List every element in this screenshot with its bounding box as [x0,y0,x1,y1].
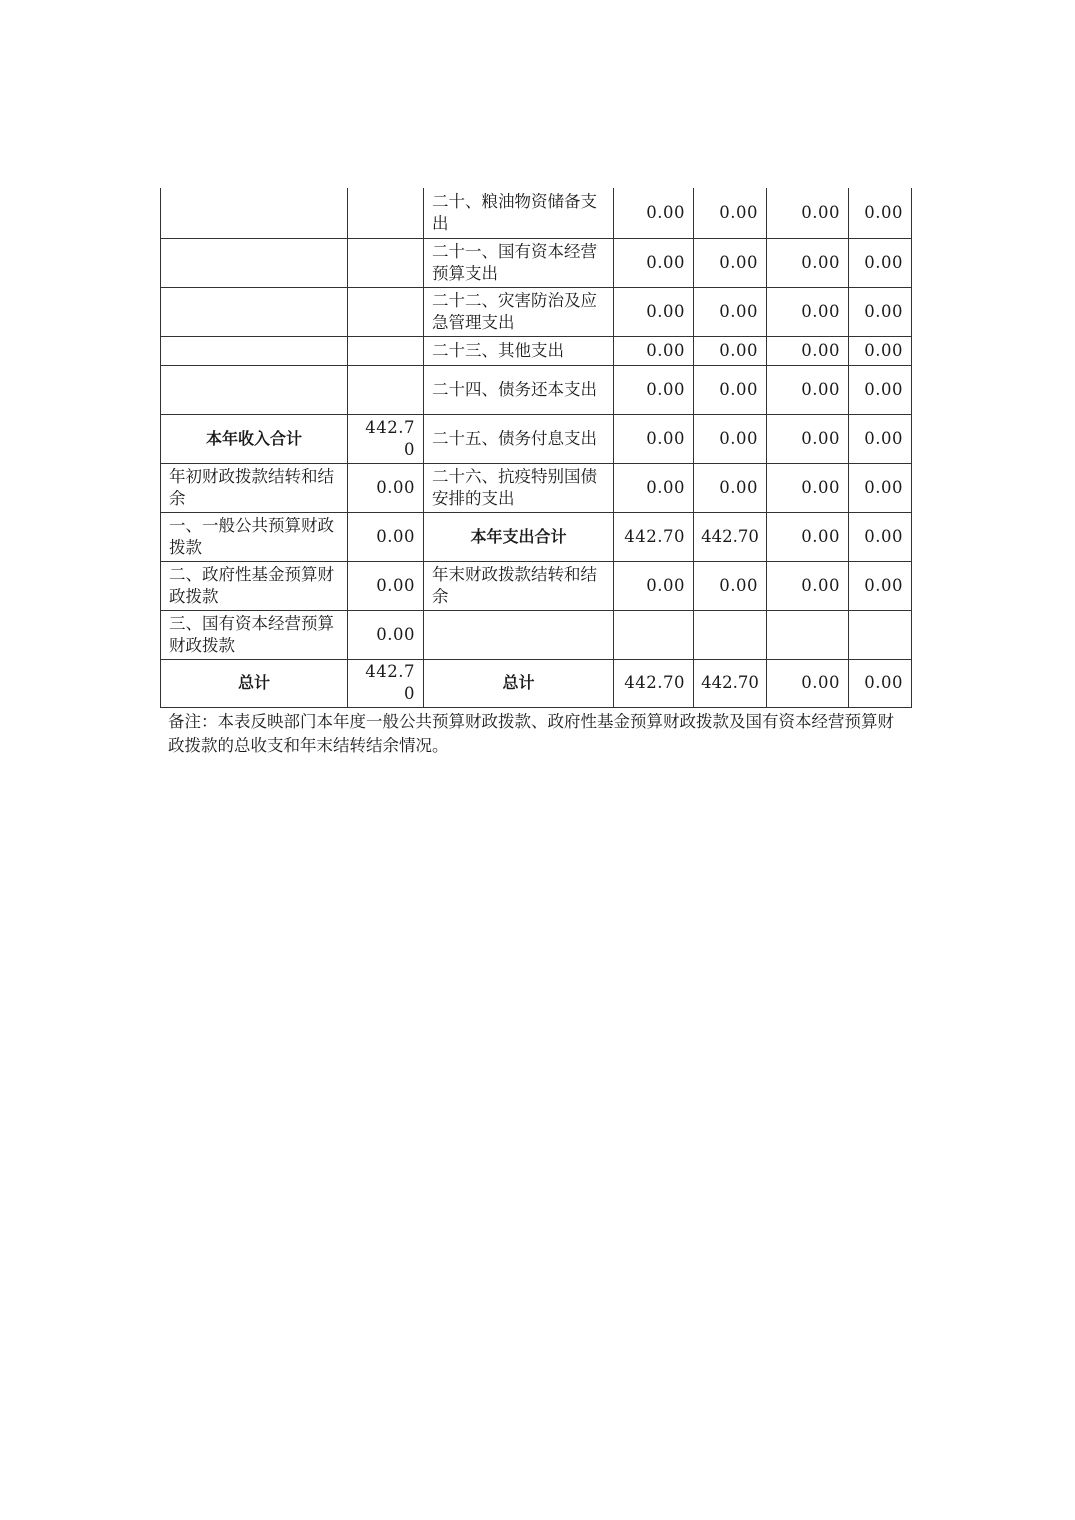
table-row [161,287,912,336]
expense-label: 年末财政拨款结转和结余 [424,561,614,610]
value-cell: 442.70 [614,512,694,561]
value-cell: 0.00 [767,659,849,707]
value-cell [849,610,912,659]
table-row [161,463,912,512]
budget-table [160,188,912,708]
income-grand-total-label: 总计 [161,659,348,707]
value-cell: 0.00 [767,365,849,414]
income-label [161,188,348,238]
value-cell: 0.00 [694,365,767,414]
table-row [161,336,912,365]
value-cell: 0.00 [614,365,694,414]
value-cell: 442.70 [614,659,694,707]
table-row [161,659,912,707]
table-row [161,561,912,610]
income-label: 三、国有资本经营预算财政拨款 [161,610,348,659]
income-label [161,365,348,414]
value-cell: 0.00 [694,463,767,512]
income-label: 二、政府性基金预算财政拨款 [161,561,348,610]
expense-label: 二十四、债务还本支出 [424,365,614,414]
value-cell: 0.00 [767,414,849,463]
value-cell [694,610,767,659]
value-cell: 0.00 [614,463,694,512]
value-cell: 0.00 [767,287,849,336]
value-cell: 0.00 [849,336,912,365]
income-value: 442.70 [348,414,424,463]
table-footnote: 备注：本表反映部门本年度一般公共预算财政拨款、政府性基金预算财政拨款及国有资本经营预算财政拨款的总收支和年末结转结余情况。 [168,712,894,755]
value-cell: 0.00 [767,238,849,287]
income-total-label: 本年收入合计 [161,414,348,463]
value-cell: 0.00 [614,414,694,463]
value-cell: 0.00 [849,287,912,336]
income-value: 0.00 [348,463,424,512]
value-cell: 0.00 [767,188,849,238]
value-cell: 0.00 [694,238,767,287]
value-cell: 0.00 [614,188,694,238]
value-cell: 0.00 [849,659,912,707]
expense-label: 二十三、其他支出 [424,336,614,365]
expense-label: 二十一、国有资本经营预算支出 [424,238,614,287]
table-row [161,188,912,238]
expense-label: 二十二、灾害防治及应急管理支出 [424,287,614,336]
value-cell: 0.00 [849,463,912,512]
value-cell: 0.00 [694,336,767,365]
value-cell: 0.00 [767,463,849,512]
expense-label: 二十五、债务付息支出 [424,414,614,463]
income-label [161,336,348,365]
income-value [348,336,424,365]
value-cell: 0.00 [849,512,912,561]
table-row [161,365,912,414]
table-row [161,238,912,287]
value-cell: 0.00 [849,238,912,287]
value-cell: 442.70 [694,512,767,561]
income-label [161,287,348,336]
income-value [348,238,424,287]
value-cell [767,610,849,659]
income-value: 0.00 [348,512,424,561]
income-label [161,238,348,287]
income-value [348,365,424,414]
value-cell: 0.00 [694,188,767,238]
value-cell [614,610,694,659]
income-label: 一、一般公共预算财政拨款 [161,512,348,561]
income-label: 年初财政拨款结转和结余 [161,463,348,512]
value-cell: 0.00 [614,287,694,336]
expense-label: 二十、粮油物资储备支出 [424,188,614,238]
value-cell: 0.00 [694,561,767,610]
value-cell: 442.70 [694,659,767,707]
expense-label: 二十六、抗疫特别国债安排的支出 [424,463,614,512]
value-cell: 0.00 [694,287,767,336]
table-row [161,512,912,561]
income-value: 0.00 [348,561,424,610]
table-row [161,414,912,463]
income-value [348,188,424,238]
value-cell: 0.00 [614,336,694,365]
value-cell: 0.00 [849,414,912,463]
expense-grand-total-label: 总计 [424,659,614,707]
value-cell: 0.00 [767,561,849,610]
value-cell: 0.00 [849,561,912,610]
expense-total-label: 本年支出合计 [424,512,614,561]
income-value: 442.70 [348,659,424,707]
income-value [348,287,424,336]
value-cell: 0.00 [849,188,912,238]
income-value: 0.00 [348,610,424,659]
expense-label [424,610,614,659]
value-cell: 0.00 [614,238,694,287]
value-cell: 0.00 [849,365,912,414]
value-cell: 0.00 [694,414,767,463]
value-cell: 0.00 [767,512,849,561]
value-cell: 0.00 [614,561,694,610]
value-cell: 0.00 [767,336,849,365]
table-row [161,610,912,659]
